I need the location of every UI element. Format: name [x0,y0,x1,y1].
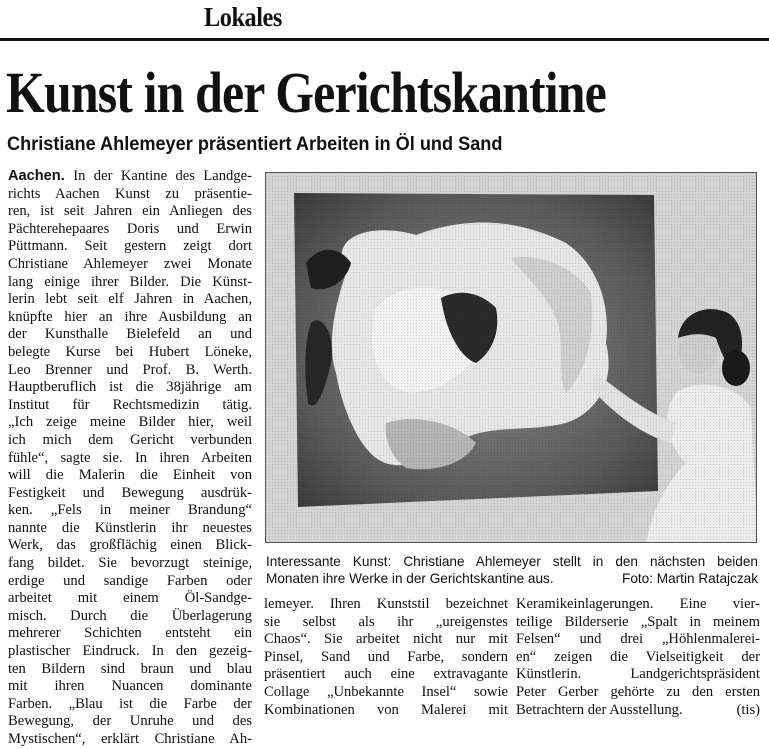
text-line: lang einige ihrer Bilder. Die Künst- [8,273,252,290]
text-line: Mystischen“, erklärt Christiane Ah- [8,731,252,747]
text-line: Leo Brenner und Prof. B. Werth. [8,361,252,378]
text-line: erdige und sandige Farben oder [8,572,252,589]
photo-credit: Foto: Martin Ratajczak [622,571,758,586]
text-line: Kombinationen von Malerei mit [264,701,508,718]
text-line: nannte die Künstlerin ihr neuestes [8,519,252,536]
text-line: Institut für Rechtsmedizin tätig. [8,396,252,413]
article-photo [265,172,757,543]
text-line: ten Bildern sind braun und blau [8,660,252,677]
text-line: Collage „Unbekannte Insel“ sowie [264,683,508,700]
text-line: der Kunsthalle Bielefeld an und [8,326,252,343]
subheadline: Christiane Ahlemeyer präsentiert Arbeiten in Öl und Sand [7,133,503,155]
text-line: „Ich zeige meine Bilder hier, weil [8,414,252,431]
text-line: Püttmann. Seit gestern zeigt dort [8,238,252,255]
article-column-2 [264,596,508,719]
article-column-1 [8,168,252,749]
text-line: fühle“, sagte sie. In ihren Arbeiten [8,449,252,466]
section-rule [0,38,769,41]
text-line: Chaos“. Sie arbeitet nicht nur mit [264,631,508,648]
caption-line: Interessante Kunst: Christiane Ahlemeyer stellt in den nächsten beiden [266,554,758,569]
photo-image [266,173,757,543]
text-line: will die Malerin die Einheit von [8,467,252,484]
caption-line: Monaten ihre Werke in der Gerichtskantine aus. Foto: Martin Ratajczak [266,571,758,586]
text-line: ich mich dem Gericht verbunden [8,431,252,448]
text-line: arbeitet mit einem Öl-Sandge- [8,590,252,607]
section-title: Lokales [204,2,282,32]
text-line: Keramikeinlagerungen. Eine vier- [516,596,760,612]
text-line: sie selbst als ihr „ureigenstes [264,613,508,630]
text-line: Pinsel, Sand und Farbe, sondern [264,648,508,665]
text-line: Werk, das großflächig einen Blick- [8,537,252,554]
author-signature: (tis) [736,701,760,718]
text-line: knüpfte hier an ihre Ausbildung an [8,308,252,325]
text-line: Pächterehepaares Doris und Erwin [8,220,252,237]
text-line: Peter Gerber gehörte zu den ersten [516,683,760,700]
text-line: plastischer Eindruck. In den gezeig- [8,643,252,660]
text-line: belegte Kurse bei Hubert Löneke, [8,343,252,360]
text-line: mehrerer Schichten entsteht ein [8,625,252,642]
text-line: Farben. „Blau ist die Farbe der [8,695,252,712]
text-line: lerin lebt seit elf Jahren in Aachen, [8,291,252,308]
text-line: Festigkeit und Bewegung ausdrük- [8,484,252,501]
headline: Kunst in der Gerichtskantine [6,60,606,125]
text-line: präsentiert auch eine extravagante [264,666,508,683]
text-line: richts Aachen Kunst zu präsentie- [8,185,252,202]
text-line: Hauptberuflich ist die 38jährige am [8,379,252,396]
text-line: lemeyer. Ihren Kunststil bezeichnet [264,596,508,612]
text-line: teilige Bilderserie „Spalt in meinem [516,613,760,630]
text-line: ren, ist seit Jahren ein Anliegen des [8,203,252,220]
dateline: Aachen. [8,168,65,184]
text-line: fang bildet. Sie bevorzugt steinige, [8,555,252,572]
text-line: Christiane Ahlemeyer zwei Monate [8,255,252,272]
text-line: mit ihren Nuancen dominante [8,678,252,695]
text-line: Künstlerin. Landgerichtspräsident [516,666,760,683]
text-line: Aachen. In der Kantine des Landge- [8,168,252,184]
text-line: Betrachtern der Ausstellung. (tis) [516,701,760,718]
text-line: Bewegung, der Unruhe und des [8,713,252,730]
text-line: en“ zeigen die Vielseitigkeit der [516,648,760,665]
text-line: misch. Durch die Überlagerung [8,607,252,624]
article-column-3 [516,596,760,719]
text-line: ken. „Fels in meiner Brandung“ [8,502,252,519]
text-line: Felsen“ und drei „Höhlenmalerei- [516,631,760,648]
photo-caption [266,553,758,587]
